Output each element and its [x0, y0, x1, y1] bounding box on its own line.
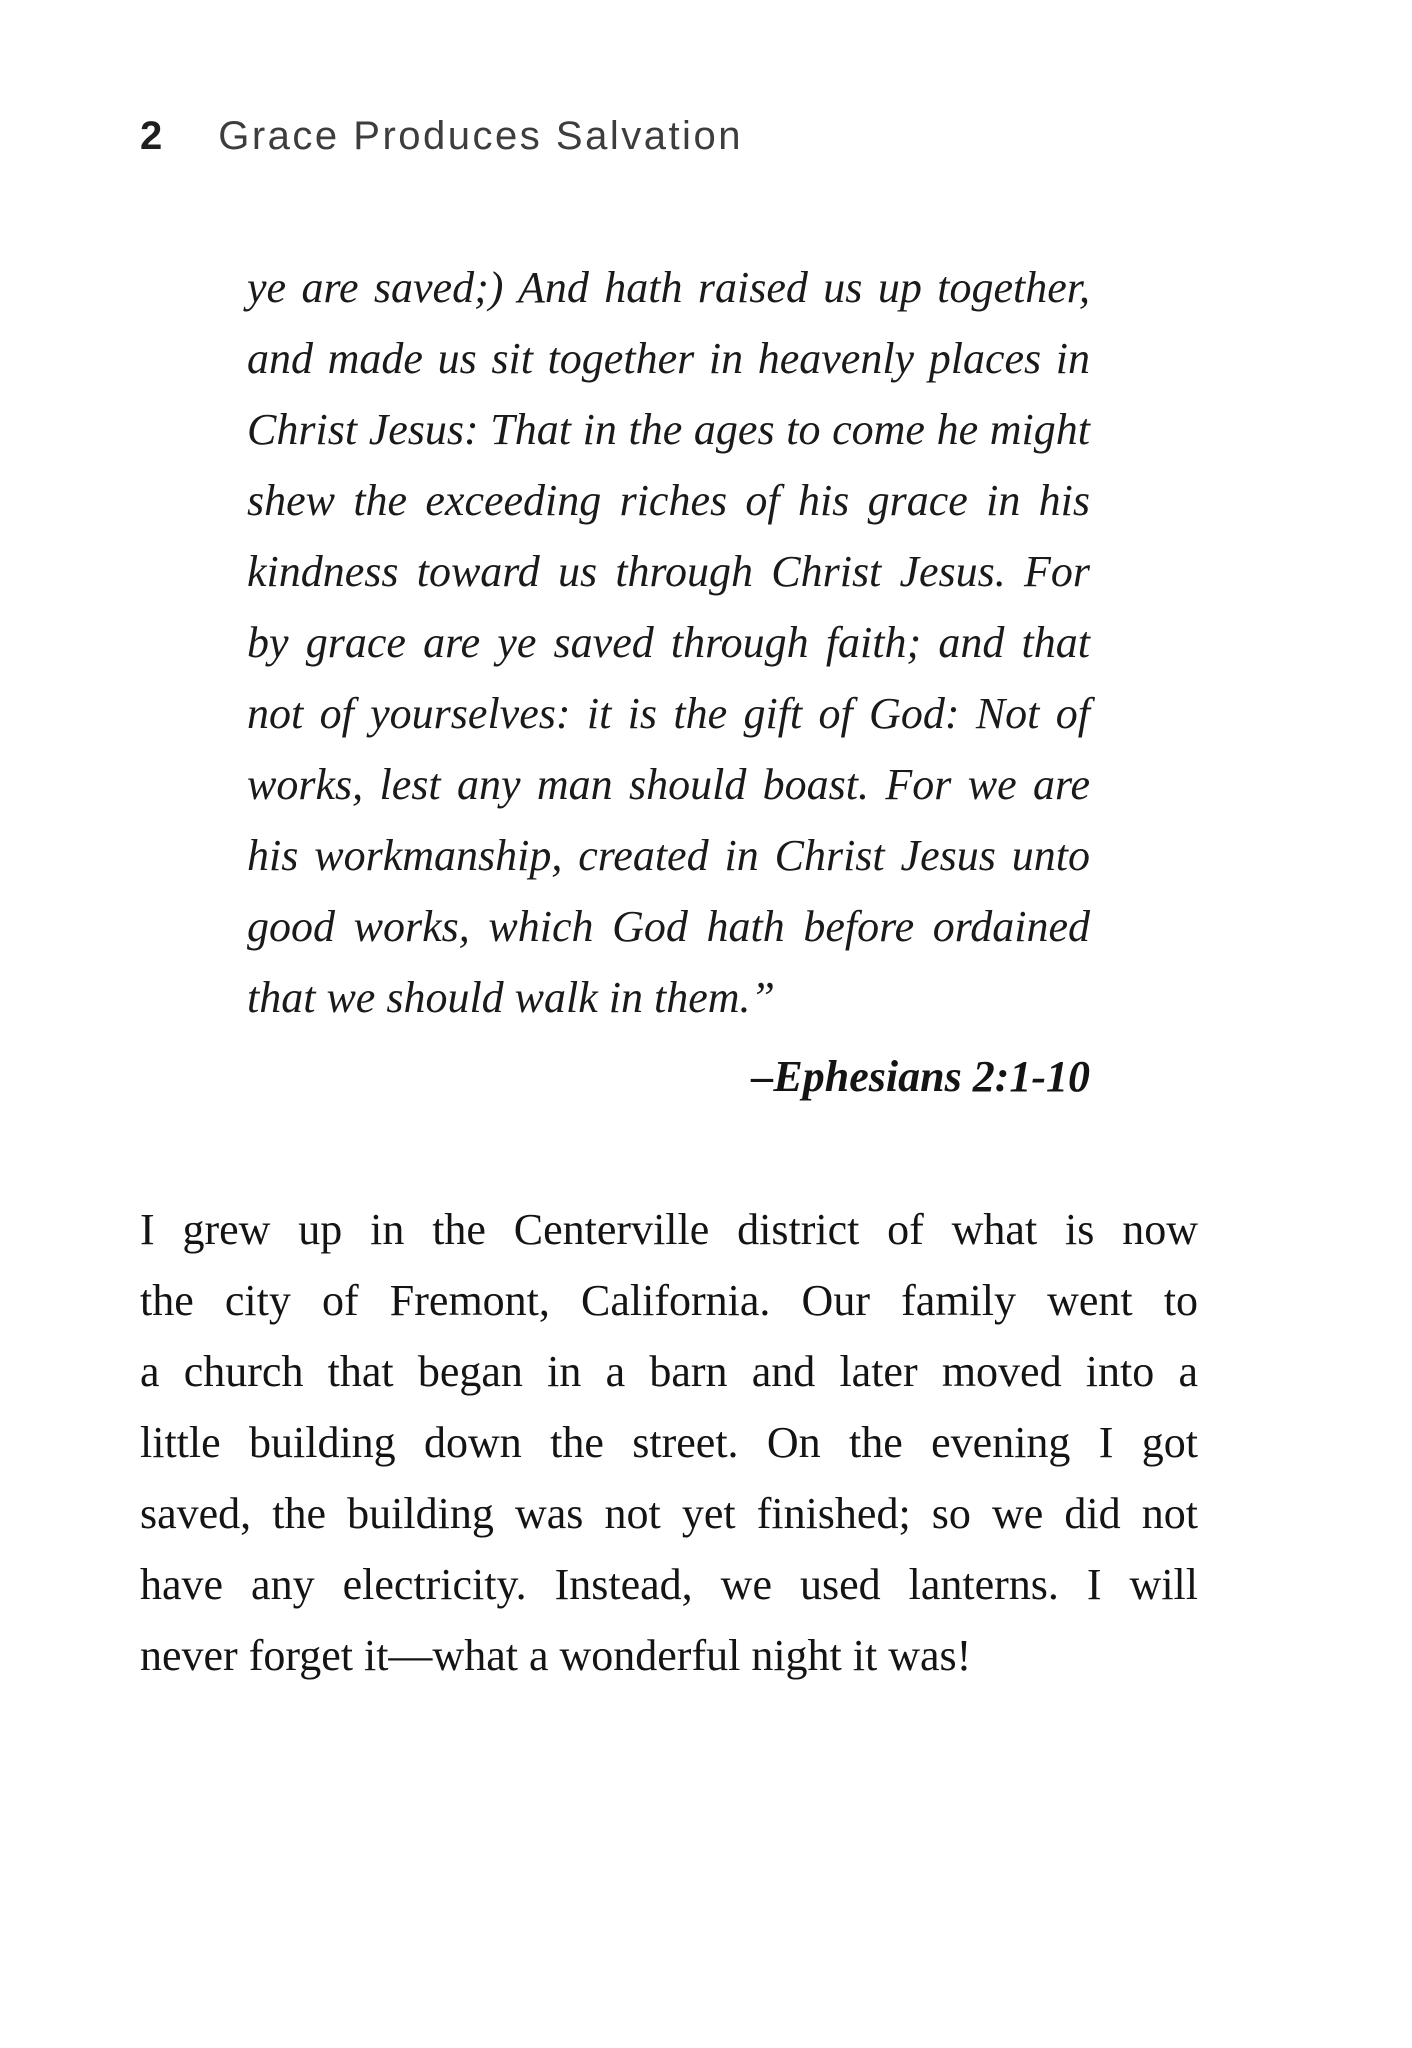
quote-line: and made us sit together in heavenly places in: [247, 334, 1090, 383]
quote-line: shew the exceeding riches of his grace in his: [247, 476, 1090, 525]
quote-attribution: –Ephesians 2:1-10: [751, 1052, 1090, 1101]
quote-line: not of yourselves: it is the gift of God: Not of: [247, 689, 1090, 738]
body-text-line: the city of Fremont, California. Our family went to: [140, 1276, 1198, 1325]
body-text-line: have any electricity. Instead, we used lanterns. I will: [140, 1560, 1198, 1609]
chapter-title: Grace Produces Salvation: [218, 114, 743, 158]
quote-line: good works, which God hath before ordained: [247, 902, 1090, 951]
body-paragraph: [140, 1194, 1198, 1691]
body-text-line: a church that began in a barn and later moved into a: [140, 1347, 1198, 1396]
body-text-line: little building down the street. On the evening I got: [140, 1418, 1198, 1467]
quote-line: kindness toward us through Christ Jesus. For: [247, 547, 1090, 596]
body-text-line: I grew up in the Centerville district of what is now: [140, 1205, 1198, 1254]
quote-line: his workmanship, created in Christ Jesus unto: [247, 831, 1090, 880]
body-text-line: saved, the building was not yet finished; so we did not: [140, 1489, 1198, 1538]
quote-line: works, lest any man should boast. For we are: [247, 760, 1090, 809]
body-text-line: never forget it—what a wonderful night it was!: [140, 1631, 972, 1680]
scripture-quote: [247, 252, 1090, 1033]
quote-line: Christ Jesus: That in the ages to come he might: [247, 405, 1090, 454]
quote-line: by grace are ye saved through faith; and that: [247, 618, 1090, 667]
page-number: 2: [140, 114, 163, 158]
quote-line: ye are saved;) And hath raised us up together,: [247, 263, 1090, 312]
quote-line: that we should walk in them.”: [247, 973, 775, 1022]
running-header: [140, 112, 1412, 160]
